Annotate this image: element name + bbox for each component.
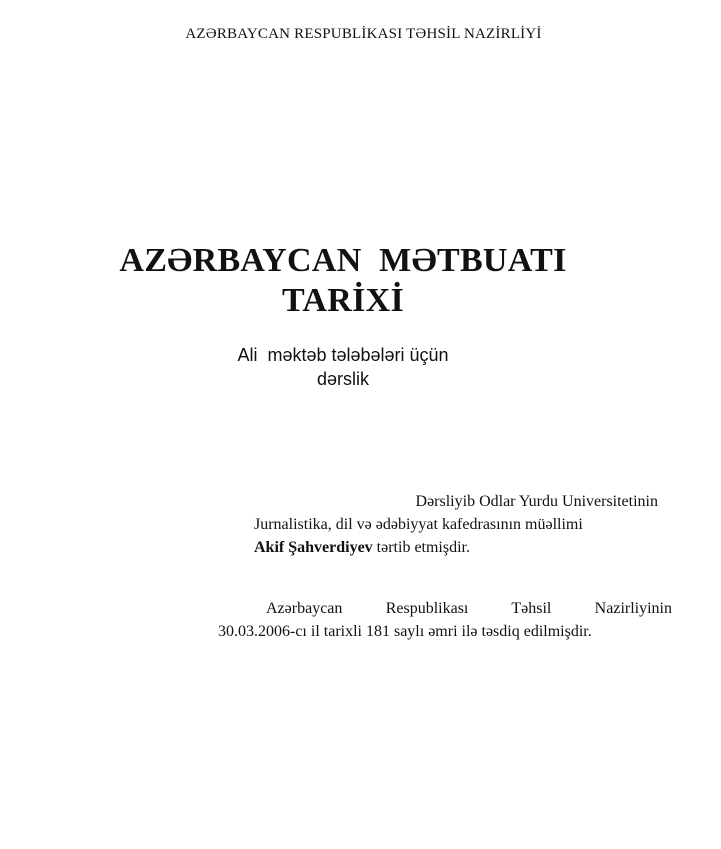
book-title [0,241,686,321]
compiler-line-2: Jurnalistika, dil və ədəbiyyat kafedrasının müəllimi [254,516,583,533]
compiler-line-3-suffix: tərtib etmişdir. [372,539,470,556]
author-name: Akif Şahverdiyev [254,539,373,556]
ministry-header: AZƏRBAYCAN RESPUBLİKASI TƏHSİL NAZİRLİYİ [185,26,542,42]
book-title-line-2: TARİXİ [281,282,405,319]
compiler-note [254,490,658,559]
book-subtitle-line-2: dərslik [316,369,369,389]
approval-line-2: 30.03.2006-cı il tarixli 181 saylı əmri ilə təsdiq edilmişdir. [218,623,592,640]
approval-line-1: Azərbaycan Respublikası Təhsil Nazirliyinin [266,600,672,617]
book-subtitle [0,343,686,391]
compiler-line-3 [254,536,658,559]
compiler-line-1: Dərsliyib Odlar Yurdu Universitetinin [415,493,658,510]
approval-note [218,597,672,643]
book-subtitle-line-1: Ali məktəb tələbələri üçün [237,345,449,365]
book-title-line-1: AZƏRBAYCAN MƏTBUATI [119,242,567,279]
